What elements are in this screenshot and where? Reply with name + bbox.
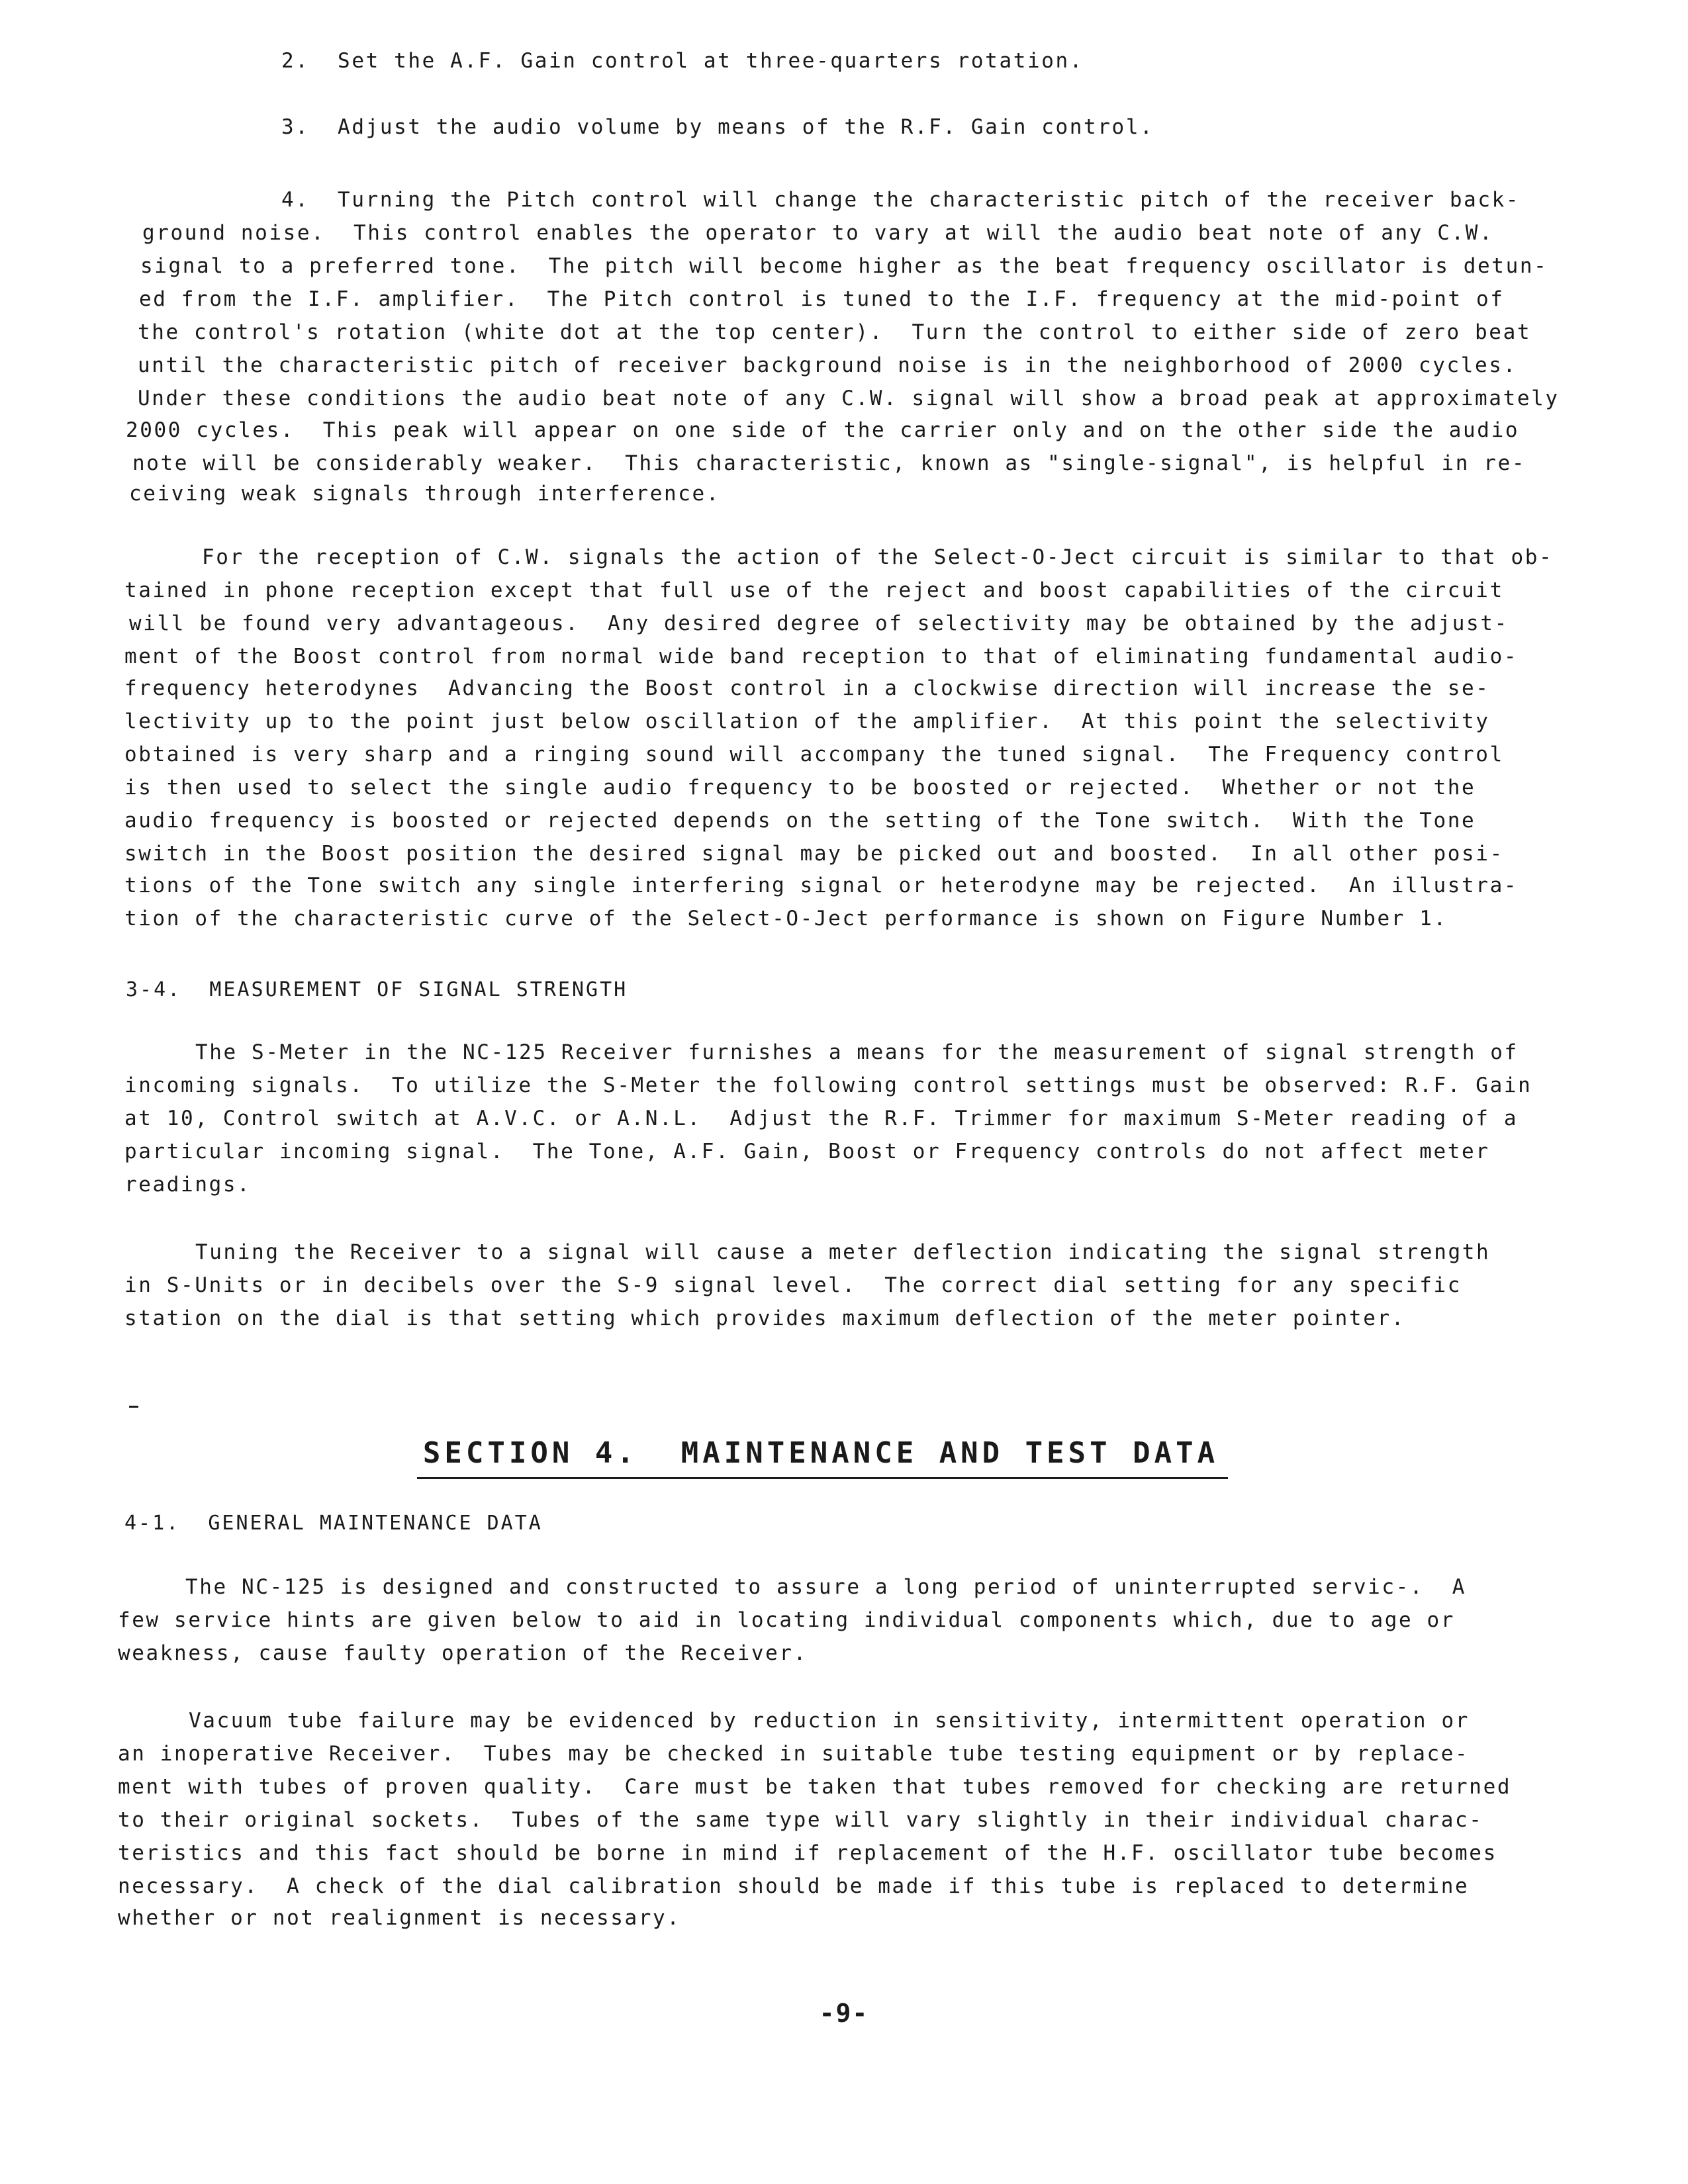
text-line: ed from the I.F. amplifier. The Pitch control is tuned to the I.F. frequency at the mid-point of — [139, 287, 1505, 311]
text-line: The NC-125 is designed and constructed to assure a long period of uninterrupted servic-. A — [185, 1575, 1466, 1599]
text-line: whether or not realignment is necessary. — [118, 1906, 681, 1930]
stray-mark — [129, 1406, 138, 1408]
text-line: is then used to select the single audio frequency to be boosted or rejected. Whether or not the — [124, 776, 1476, 799]
text-line: at 10, Control switch at A.V.C. or A.N.L. Adjust the R.F. Trimmer for maximum S-Meter reading of a — [124, 1107, 1519, 1130]
text-line: weakness, cause faulty operation of the Receiver. — [118, 1641, 808, 1665]
text-line: tion of the characteristic curve of the Select-O-Ject performance is shown on Figure Number 1. — [124, 907, 1448, 931]
section-title: SECTION 4. MAINTENANCE AND TEST DATA — [422, 1436, 1219, 1470]
text-line: until the characteristic pitch of receiver background noise is in the neighborhood of 2000 cycles. — [138, 353, 1517, 377]
text-line: incoming signals. To utilize the S-Meter the following control settings must be observed: R.F. Gain — [124, 1073, 1532, 1097]
text-line: particular incoming signal. The Tone, A.F. Gain, Boost or Frequency controls do not affect meter — [124, 1140, 1490, 1163]
text-line: ment with tubes of proven quality. Care must be taken that tubes removed for checking are returned — [118, 1775, 1512, 1799]
heading-4-1: 4-1. GENERAL MAINTENANCE DATA — [124, 1512, 543, 1535]
text-line: readings. — [124, 1173, 252, 1197]
section-title-underline — [417, 1477, 1228, 1479]
text-line: the control's rotation (white dot at the top center). Turn the control to either side of zero beat — [138, 320, 1532, 344]
text-line: 4. Turning the Pitch control will change the characteristic pitch of the receiver back- — [281, 188, 1521, 212]
text-line: Under these conditions the audio beat note of any C.W. signal will show a broad peak at approximately — [138, 387, 1560, 410]
text-line: frequency heterodynes Advancing the Boost control in a clockwise direction will increase the se- — [124, 676, 1490, 700]
text-line: an inoperative Receiver. Tubes may be checked in suitable tube testing equipment or by replace- — [118, 1742, 1470, 1766]
text-line: will be found very advantageous. Any desired degree of selectivity may be obtained by the adjust- — [129, 612, 1509, 635]
text-line: tained in phone reception except that full use of the reject and boost capabilities of the circuit — [124, 578, 1504, 602]
heading-3-4: 3-4. MEASUREMENT OF SIGNAL STRENGTH — [126, 978, 628, 1001]
text-line: switch in the Boost position the desired signal may be picked out and boosted. In all other posi- — [124, 842, 1504, 866]
text-line: lectivity up to the point just below oscillation of the amplifier. At this point the selectivity — [124, 709, 1490, 733]
text-line: ment of the Boost control from normal wide band reception to that of eliminating fundamental audio- — [124, 645, 1519, 668]
text-line: teristics and this fact should be borne in mind if replacement of the H.F. oscillator tube becomes — [118, 1841, 1497, 1865]
text-line: Vacuum tube failure may be evidenced by reduction in sensitivity, intermittent operation or — [189, 1709, 1470, 1733]
text-line: obtained is very sharp and a ringing sound will accompany the tuned signal. The Frequency control — [124, 743, 1504, 766]
text-line: For the reception of C.W. signals the action of the Select-O-Ject circuit is similar to that ob- — [202, 545, 1554, 569]
text-line: to their original sockets. Tubes of the same type will vary slightly in their individual charac- — [118, 1808, 1483, 1832]
text-line: The S-Meter in the NC-125 Receiver furnishes a means for the measurement of signal strength of — [195, 1040, 1519, 1064]
text-line: tions of the Tone switch any single interfering signal or heterodyne may be rejected. An illustra- — [124, 874, 1519, 897]
text-line: 2000 cycles. This peak will appear on one side of the carrier only and on the other side the audio — [126, 418, 1520, 442]
text-line: signal to a preferred tone. The pitch will become higher as the beat frequency oscillator is detun- — [140, 254, 1548, 278]
text-line: ground noise. This control enables the operator to vary at will the audio beat note of any C.W. — [142, 221, 1494, 245]
text-line: few service hints are given below to aid in locating individual components which, due to age or — [118, 1608, 1456, 1632]
text-line: station on the dial is that setting which provides maximum deflection of the meter pointer. — [124, 1306, 1405, 1330]
text-line: audio frequency is boosted or rejected depends on the setting of the Tone switch. With the Tone — [124, 809, 1476, 833]
page-number: -9- — [819, 1999, 869, 2028]
text-line: ceiving weak signals through interference. — [129, 482, 721, 506]
text-line: note will be considerably weaker. This characteristic, known as "single-signal", is helpful in re- — [132, 451, 1526, 475]
step-2: 2. Set the A.F. Gain control at three-quarters rotation. — [281, 49, 1084, 73]
text-line: Tuning the Receiver to a signal will cause a meter deflection indicating the signal strength — [195, 1240, 1491, 1264]
step-3: 3. Adjust the audio volume by means of the R.F. Gain control. — [281, 115, 1154, 139]
text-line: in S-Units or in decibels over the S-9 signal level. The correct dial setting for any specific — [124, 1273, 1462, 1297]
text-line: necessary. A check of the dial calibration should be made if this tube is replaced to determine — [118, 1874, 1470, 1898]
